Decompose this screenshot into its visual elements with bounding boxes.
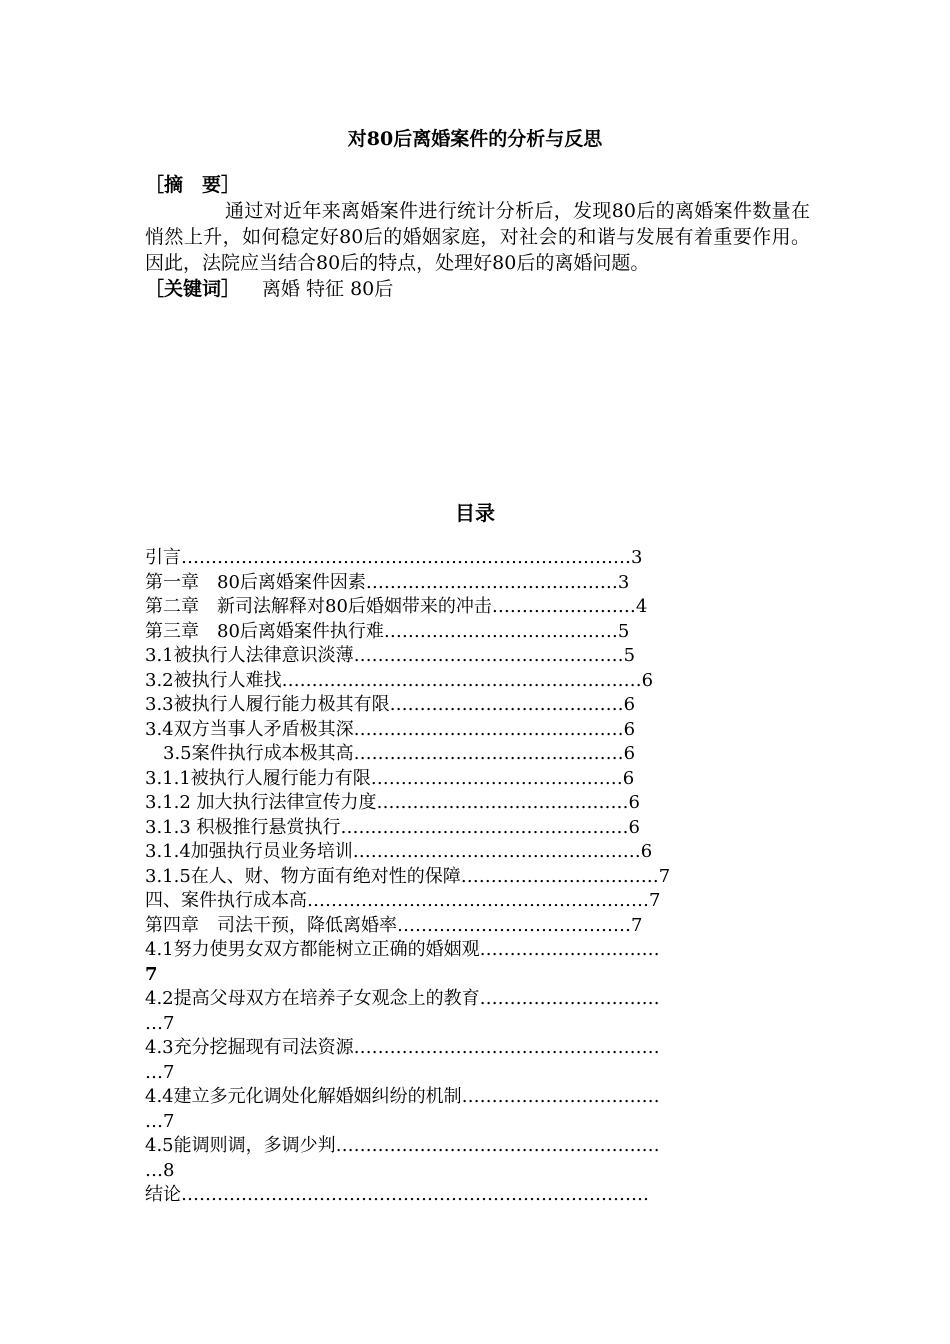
toc-entry-4-5: 4.5能调则调，多调少判………………………………………………: [145, 1135, 660, 1156]
toc-entry-3-4: 3.4双方当事人矛盾极其深………………………………………6: [145, 718, 636, 740]
toc-title: 目录: [455, 501, 495, 525]
toc-entry-4-3: 4.3充分挖掘现有司法资源……………………………………………: [145, 1037, 660, 1058]
toc-entry-3-1: 3.1被执行人法律意识淡薄………………………………………5: [145, 645, 636, 666]
toc-entry-chapter-3: 第三章 80后离婚案件执行难…………………………………5: [145, 620, 630, 642]
toc-entry-4-3-page: …7: [145, 1061, 175, 1083]
toc-entry-3-2: 3.2被执行人难找……………………………………………………6: [145, 669, 654, 691]
abstract-label: ［摘 要］: [145, 174, 241, 196]
document-title: 对80后离婚案件的分析与反思: [347, 128, 603, 150]
toc-entry-3-1-2: 3.1.2 加大执行法律宣传力度……………………………………6: [145, 792, 640, 813]
toc-entry-4-2-page: …7: [145, 1012, 175, 1034]
toc-entry-3-1-5: 3.1.5在人、财、物方面有绝对性的保障……………………………7: [145, 865, 671, 887]
keywords-row: [145, 276, 810, 302]
abstract-section: [145, 172, 810, 302]
toc-entry-4-1: 4.1努力使男女双方都能树立正确的婚姻观…………………………: [145, 939, 660, 960]
toc-entry-4-5-page: …8: [145, 1159, 175, 1181]
abstract-text: 通过对近年来离婚案件进行统计分析后，发现80后的离婚案件数量在悄然上升，如何稳定好80后的婚姻家庭，对社会的和谐与发展有着重要作用。因此，法院应当结合80后的特点，处理好80后的离婚问题。: [145, 200, 810, 274]
toc-entry-4-4: 4.4建立多元化调处化解婚姻纠纷的机制……………………………: [145, 1086, 660, 1107]
toc-entry-3-1-4: 3.1.4加强执行员业务培训…………………………………………6: [145, 841, 653, 862]
toc-entry-chapter-2: 第二章 新司法解释对80后婚姻带来的冲击……………………4: [145, 596, 648, 617]
keywords-text: 离婚 特征 80后: [262, 278, 394, 300]
toc-entry-chapter-1: 第一章 80后离婚案件因素……………………………………3: [145, 571, 630, 593]
keywords-label: ［关键词］: [145, 278, 241, 300]
toc-entry-intro: 引言…………………………………………………………………3: [145, 547, 643, 568]
toc-entry-3-5: 3.5案件执行成本极其高………………………………………6: [145, 743, 636, 764]
toc-entry-3-1-3: 3.1.3 积极推行悬赏执行…………………………………………6: [145, 816, 640, 838]
toc-entry-4-4-page: …7: [145, 1110, 175, 1132]
toc-entry-conclusion: 结论……………………………………………………………………: [145, 1184, 649, 1205]
toc-entry-3-3: 3.3被执行人履行能力极其有限…………………………………6: [145, 694, 636, 715]
toc-entry-section-4: 四、案件执行成本高…………………………………………………7: [145, 890, 661, 911]
toc-entry-3-1-1: 3.1.1被执行人履行能力有限……………………………………6: [145, 767, 635, 789]
toc-entry-4-2: 4.2提高父母双方在培养子女观念上的教育…………………………: [145, 988, 660, 1009]
toc-entry-chapter-4: 第四章 司法干预，降低离婚率…………………………………7: [145, 914, 643, 936]
toc-entry-4-1-page: 7: [145, 963, 158, 985]
table-of-contents: [145, 546, 810, 1208]
